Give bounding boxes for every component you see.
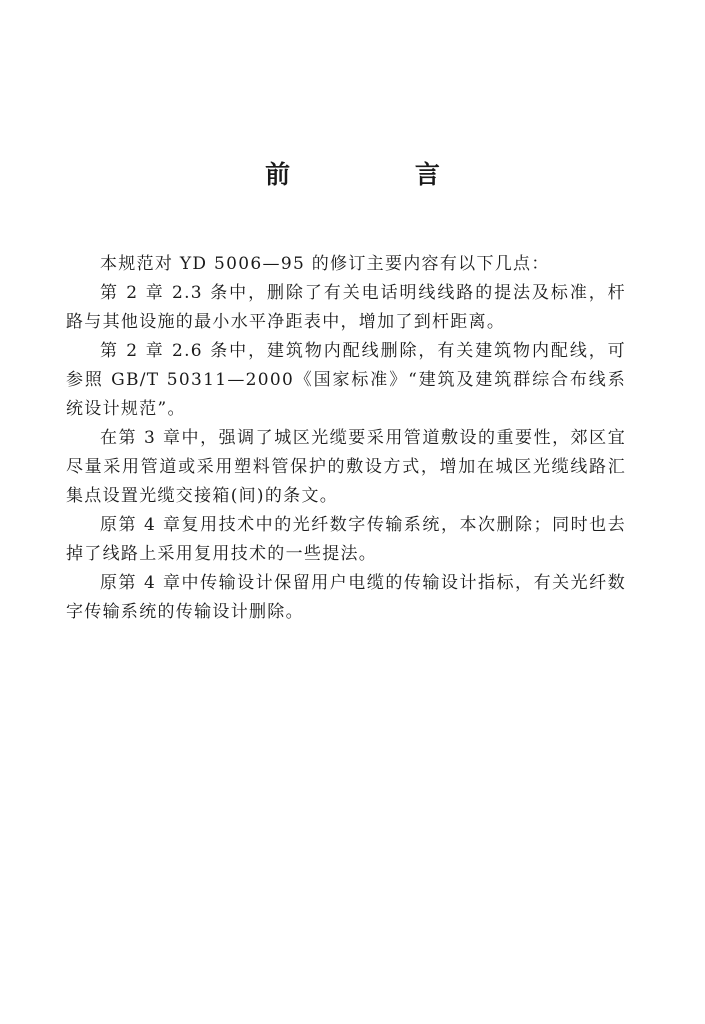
- paragraph-5: 原第 4 章复用技术中的光纤数字传输系统，本次删除；同时也去掉了线路上采用复用技术的一些提法。: [66, 515, 626, 564]
- preface-body: [66, 250, 626, 627]
- paragraph-1: 本规范对 YD 5006—95 的修订主要内容有以下几点：: [100, 254, 550, 274]
- paragraph-4: 在第 3 章中，强调了城区光缆要采用管道敷设的重要性，郊区宜尽量采用管道或采用塑料管保护的敷设方式，增加在城区光缆线路汇集点设置光缆交接箱(间)的条文。: [66, 428, 626, 506]
- paragraph-3: 第 2 章 2.6 条中，建筑物内配线删除，有关建筑物内配线，可参照 GB/T 50311—2000《国家标准》“建筑及建筑群综合布线系统设计规范”。: [66, 341, 626, 419]
- paragraph-6: 原第 4 章中传输设计保留用户电缆的传输设计指标，有关光纤数字传输系统的传输设计删除。: [66, 573, 626, 622]
- paragraph-2: 第 2 章 2.3 条中，删除了有关电话明线线路的提法及标准，杆路与其他设施的最小水平净距表中，增加了到杆距离。: [66, 283, 626, 332]
- page-title: 前 言: [265, 160, 498, 189]
